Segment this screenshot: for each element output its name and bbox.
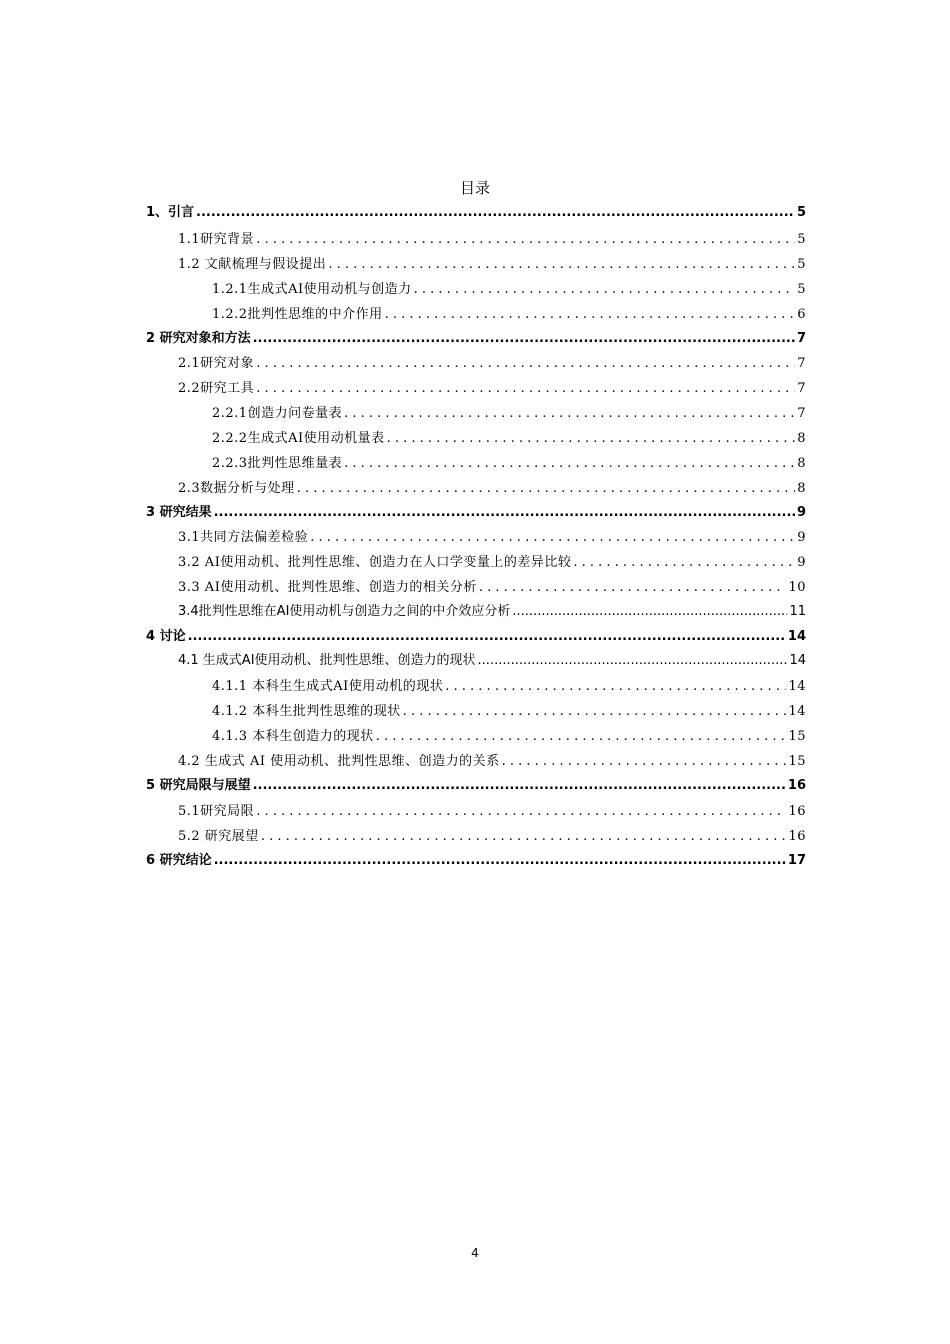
toc-entry-title: 1.1研究背景 [178,232,255,247]
toc-entry-title: 5.2 研究展望 [178,829,259,844]
toc-entry-page: 9 [797,555,806,570]
toc-entry[interactable] [212,701,806,723]
toc-leader-dots [479,577,787,599]
toc-title: 目录 [459,179,490,197]
toc-entry-title: 6 研究结论 [146,853,212,868]
toc-entry-page: 14 [787,629,806,644]
toc-entry-title: 2.2.2生成式AI使用动机量表 [212,431,385,446]
toc-entry-title: 3.2 AI使用动机、批判性思维、创造力在人口学变量上的差异比较 [178,555,572,570]
toc-entry[interactable] [178,826,806,848]
toc-leader-dots [261,826,787,848]
toc-entry-page: 8 [797,481,806,496]
toc-entry[interactable] [178,751,806,773]
toc-entry[interactable] [178,577,806,599]
toc-leader-dots [310,527,795,549]
toc-leader-dots [256,229,795,251]
toc-leader-dots [387,428,796,450]
toc-entry[interactable] [178,378,806,400]
toc-entry-title: 4.1 生成式AI使用动机、批判性思维、创造力的现状 [178,653,476,668]
toc-entry-page: 7 [797,381,806,396]
toc-leader-dots [253,328,795,350]
toc-entry-title: 3 研究结果 [146,505,212,520]
toc-entry-title: 1.2.1生成式AI使用动机与创造力 [212,282,412,297]
toc-entry[interactable] [212,676,806,698]
toc-leader-dots [445,676,786,698]
toc-leader-dots [256,801,786,823]
toc-leader-dots [376,726,787,748]
toc-entry-page: 14 [788,704,806,719]
toc-entry-title: 4.2 生成式 AI 使用动机、批判性思维、创造力的关系 [178,754,500,769]
toc-leader-dots [256,353,795,375]
toc-entry-title: 2 研究对象和方法 [146,331,251,346]
toc-entry-page: 9 [797,530,806,545]
toc-entry[interactable] [178,801,806,823]
toc-entry[interactable] [146,328,806,350]
toc-entry-title: 3.1共同方法偏差检验 [178,530,309,545]
toc-leader-dots [256,378,795,400]
toc-leader-dots [297,478,796,500]
toc-leader-dots [196,202,795,224]
toc-entry[interactable] [178,254,806,276]
toc-entry-title: 3.3 AI使用动机、批判性思维、创造力的相关分析 [178,580,477,595]
toc-entry[interactable] [212,304,806,326]
toc-entry[interactable] [146,202,806,224]
toc-entry[interactable] [146,850,806,872]
toc-leader-dots [214,502,795,524]
toc-leader-dots [344,453,795,475]
toc-leader-dots [344,403,795,425]
toc-entry-page: 17 [787,853,806,868]
toc-entry-title: 2.2.1创造力问卷量表 [212,406,343,421]
toc-entry-page: 6 [797,307,806,322]
toc-entry-title: 4.1.2 本科生批判性思维的现状 [212,704,401,719]
toc-entry[interactable] [212,428,806,450]
toc-entry[interactable] [212,726,806,748]
toc-entry-page: 8 [797,456,806,471]
toc-entry[interactable] [146,626,806,648]
toc-entry-title: 2.2.3批判性思维量表 [212,456,343,471]
toc-entry-page: 9 [796,505,806,520]
toc-leader-dots [414,279,796,301]
toc-entry-page: 11 [789,604,806,619]
toc-entry-page: 8 [797,431,806,446]
toc-entry-title: 4.1.1 本科生生成式AI使用动机的现状 [212,679,444,694]
toc-entry[interactable] [178,478,806,500]
toc-entry-page: 16 [788,804,806,819]
toc-entry-page: 10 [788,580,806,595]
toc-entry[interactable] [178,527,806,549]
toc-entry[interactable] [178,650,806,672]
toc-entry[interactable] [178,601,806,623]
toc-entry-page: 15 [788,754,806,769]
toc-entry-title: 5.1研究局限 [178,804,255,819]
toc-entry-title: 1.2.2批判性思维的中介作用 [212,307,383,322]
toc-entry-page: 5 [797,282,806,297]
toc-entry-title: 2.3数据分析与处理 [178,481,295,496]
toc-leader-dots [478,650,788,672]
toc-leader-dots [573,552,795,574]
toc-entry-page: 14 [788,679,806,694]
toc-entry-title: 5 研究局限与展望 [146,778,251,793]
toc-entry-title: 4 讨论 [146,629,186,644]
toc-leader-dots [502,751,787,773]
toc-entry[interactable] [212,403,806,425]
toc-entry-title: 3.4批判性思维在AI使用动机与创造力之间的中介效应分析 [178,604,511,619]
toc-entry-page: 7 [797,356,806,371]
toc-entry[interactable] [178,552,806,574]
toc-entry-page: 7 [796,331,806,346]
toc-entry[interactable] [178,229,806,251]
toc-leader-dots [512,601,787,623]
toc-entry-page: 5 [796,205,806,220]
toc-entry-title: 1、引言 [146,205,195,220]
toc-entry[interactable] [146,775,806,797]
toc-entry-page: 14 [789,653,806,668]
toc-leader-dots [328,254,795,276]
toc-entry-title: 4.1.3 本科生创造力的现状 [212,729,374,744]
toc-leader-dots [403,701,787,723]
toc-entry[interactable] [146,502,806,524]
toc-entry-title: 2.1研究对象 [178,356,255,371]
page-number: 4 [471,1246,479,1260]
toc-entry-title: 2.2研究工具 [178,381,255,396]
toc-entry[interactable] [212,453,806,475]
toc-entry[interactable] [212,279,806,301]
toc-leader-dots [214,850,786,872]
toc-entry-page: 15 [788,729,806,744]
toc-entry-page: 5 [797,257,806,272]
toc-entry-page: 16 [788,829,806,844]
toc-leader-dots [188,626,786,648]
toc-leader-dots [385,304,796,326]
toc-entry-page: 7 [797,406,806,421]
toc-entry-page: 16 [787,778,806,793]
toc-leader-dots [253,775,786,797]
toc-entry-title: 1.2 文献梳理与假设提出 [178,257,327,272]
toc-entry-page: 5 [797,232,806,247]
toc-entry[interactable] [178,353,806,375]
